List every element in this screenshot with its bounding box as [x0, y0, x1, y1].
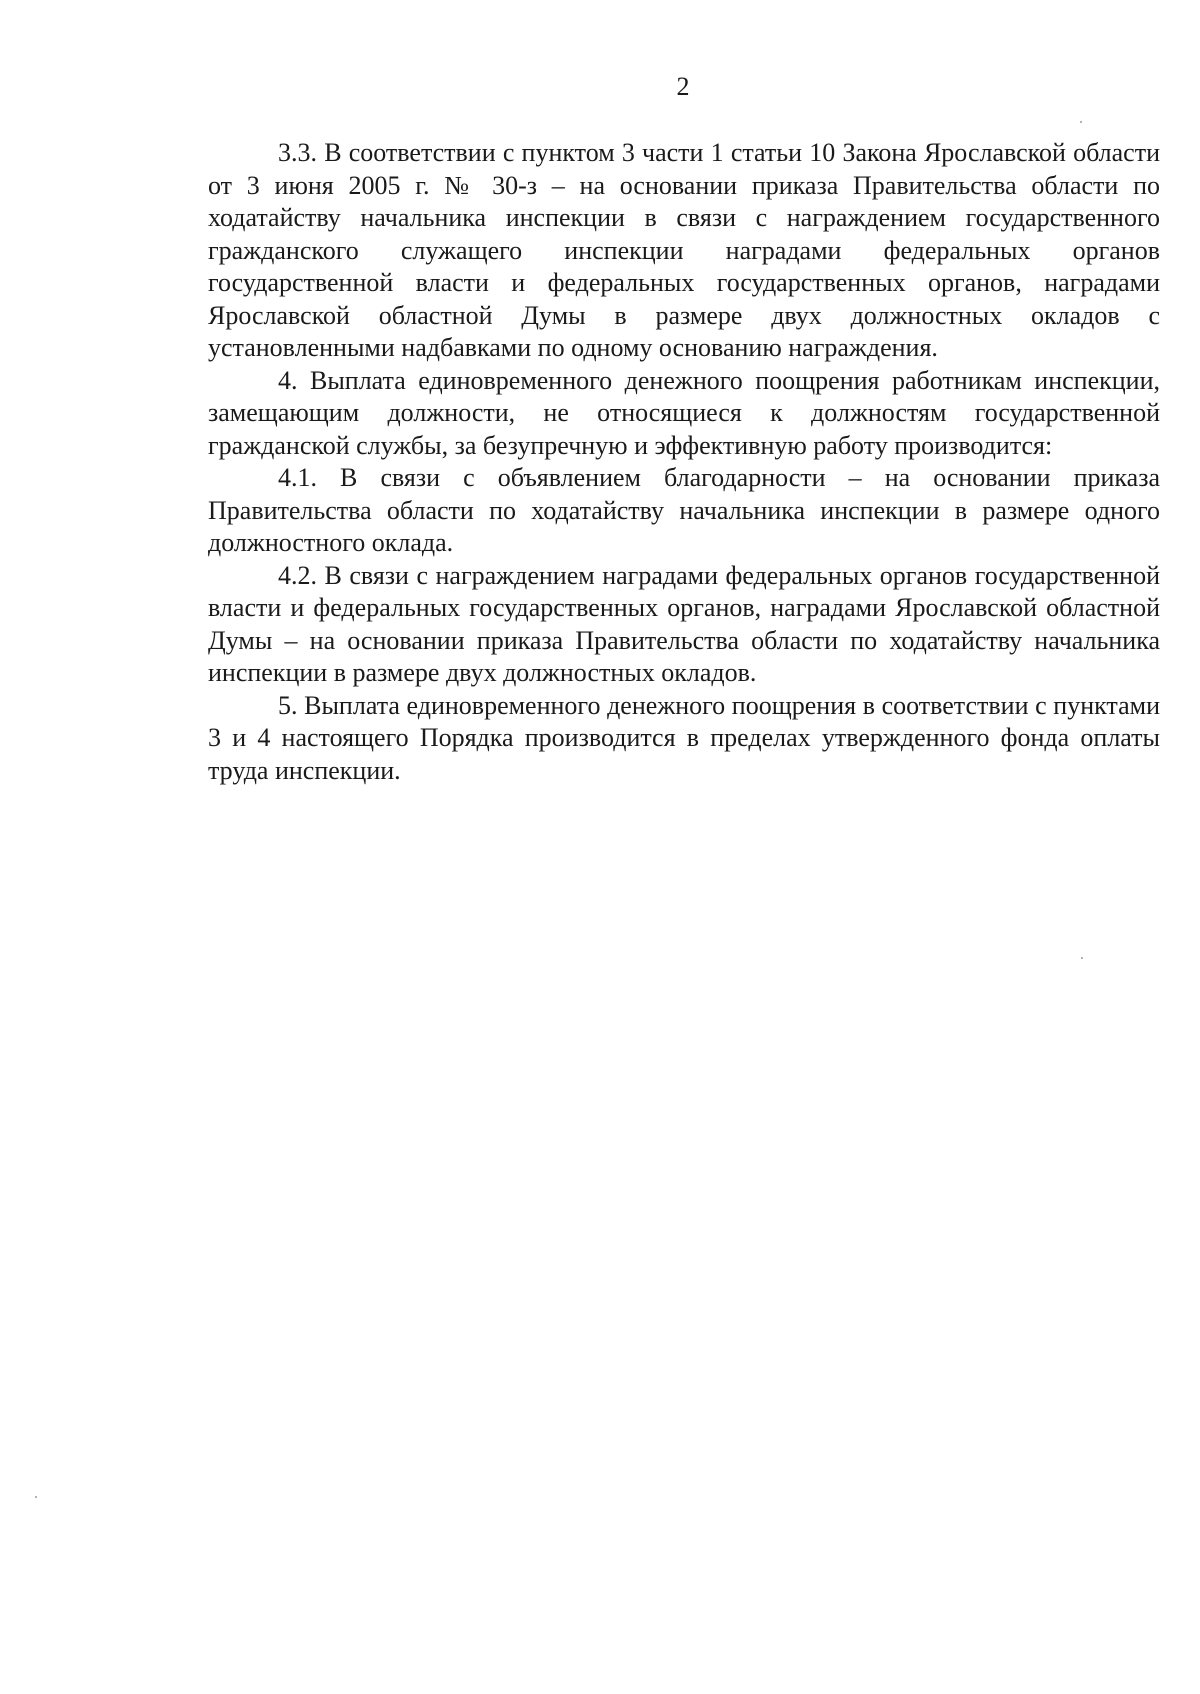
- scan-speck: [35, 1496, 37, 1498]
- paragraph-4-2: 4.2. В связи с награждением наградами федеральных органов государственной власти и федеральных государственных органов, наградами Ярославской областной Думы – на основании приказа Правительства области по ходатайству начальника инспекции в размере двух должностных окладов.: [208, 560, 1160, 687]
- paragraph-5: 5. Выплата единовременного денежного поощрения в соответствии с пунктами 3 и 4 настоящего Порядка производится в пределах утвержденного фонда оплаты труда инспекции.: [208, 690, 1160, 785]
- scan-speck: [1081, 957, 1083, 959]
- paragraph-4: 4. Выплата единовременного денежного поощрения работникам инспекции, замещающим должности, не относящиеся к должностям государственной гражданской службы, за безупречную и эффективную работу производится:: [208, 365, 1160, 460]
- page-number: 2: [676, 72, 690, 101]
- scan-speck: [1080, 121, 1082, 123]
- document-body: [208, 137, 1160, 787]
- paragraph-4-1: 4.1. В связи с объявлением благодарности – на основании приказа Правительства области по ходатайству начальника инспекции в размере одного должностного оклада.: [208, 463, 1160, 557]
- paragraph-3-3: 3.3. В соответствии с пунктом 3 части 1 статьи 10 Закона Ярославской области от 3 июня 2005 г. № 30-з – на основании приказа Правительства области по ходатайству начальника инспекции в связи с награждением государственного гражданского служащего инспекции наградами федеральных органов государственной власти и федеральных государственных органов, наградами Ярославской областной Думы в размере двух должностных окладов с установленными надбавками по одному основанию награждения.: [208, 138, 1160, 362]
